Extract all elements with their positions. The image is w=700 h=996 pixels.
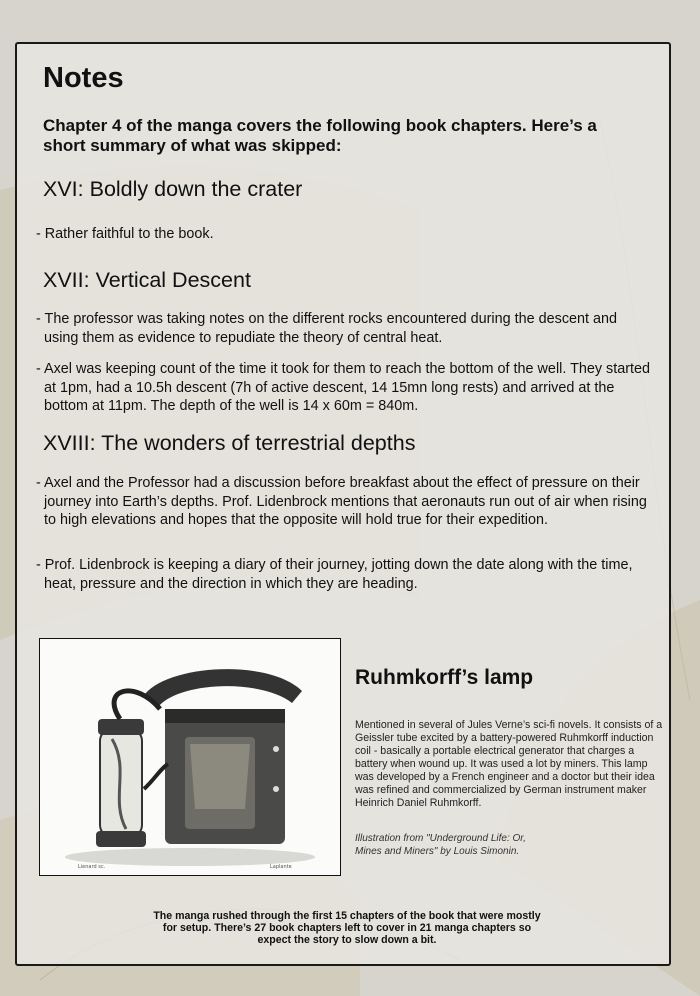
lamp-engraving [40, 639, 339, 874]
engraver-credit-left: Lienard sc. [78, 864, 106, 870]
figure-title: Ruhmkorff’s lamp [355, 666, 534, 689]
chapter-heading-xvii: XVII: Vertical Descent [43, 268, 251, 292]
intro-text: Chapter 4 of the manga covers the following book chapters. Here’s a short summary of what was skipped: [43, 116, 597, 155]
chapter-xvii-paragraph-2: - Axel was keeping count of the time it took for them to reach the bottom of the well. They started at 1pm, had a 10.5h descent (7h of active descent, 14 15mn long rests) and arrived at the bottom at 11pm. The depth of the well is 14 x 60m = 840m. [36, 361, 651, 414]
page-title: Notes [43, 62, 124, 94]
notes-panel [15, 42, 671, 966]
chapter-heading-xviii: XVIII: The wonders of terrestrial depths [43, 431, 416, 455]
footer-note: The manga rushed through the first 15 chapters of the book that were mostly for setup. There’s 27 book chapters left to cover in 21 manga chapters so expect the story to slow down a bit. [153, 910, 541, 946]
chapter-xvi-paragraph: - Rather faithful to the book. [36, 226, 214, 242]
figure-description: Mentioned in several of Jules Verne’s sci-fi novels. It consists of a Geissler tube excited by a battery-powered Ruhmkorff induction coil - basically a portable electrical generator that charges a battery when wound up. It was used a lot by miners. This lamp was developed by a French engineer and a doctor but their idea was refined and commercialized by German instrument maker Heinrich Daniel Ruhmkorff. [355, 719, 663, 809]
engraver-credit-right: Laplante [270, 864, 292, 870]
chapter-xvii-paragraph-1: - The professor was taking notes on the different rocks encountered during the descent and using them as evidence to repudiate the theory of central heat. [36, 311, 618, 346]
ruhmkorff-lamp-illustration [39, 638, 341, 876]
chapter-xviii-paragraph-1: - Axel and the Professor had a discussion before breakfast about the effect of pressure on their journey into Earth’s depths. Prof. Lidenbrock mentions that aeronauts run out of air when rising to high elevations and hopes that the opposite will hold true for their expedition. [36, 475, 647, 528]
chapter-xviii-paragraph-2: - Prof. Lidenbrock is keeping a diary of their journey, jotting down the date along with the time, heat, pressure and the direction in which they are heading. [36, 557, 633, 592]
chapter-heading-xvi: XVI: Boldly down the crater [43, 177, 303, 201]
figure-credit: Illustration from "Underground Life: Or, Mines and Miners" by Louis Simonin. [355, 833, 526, 857]
